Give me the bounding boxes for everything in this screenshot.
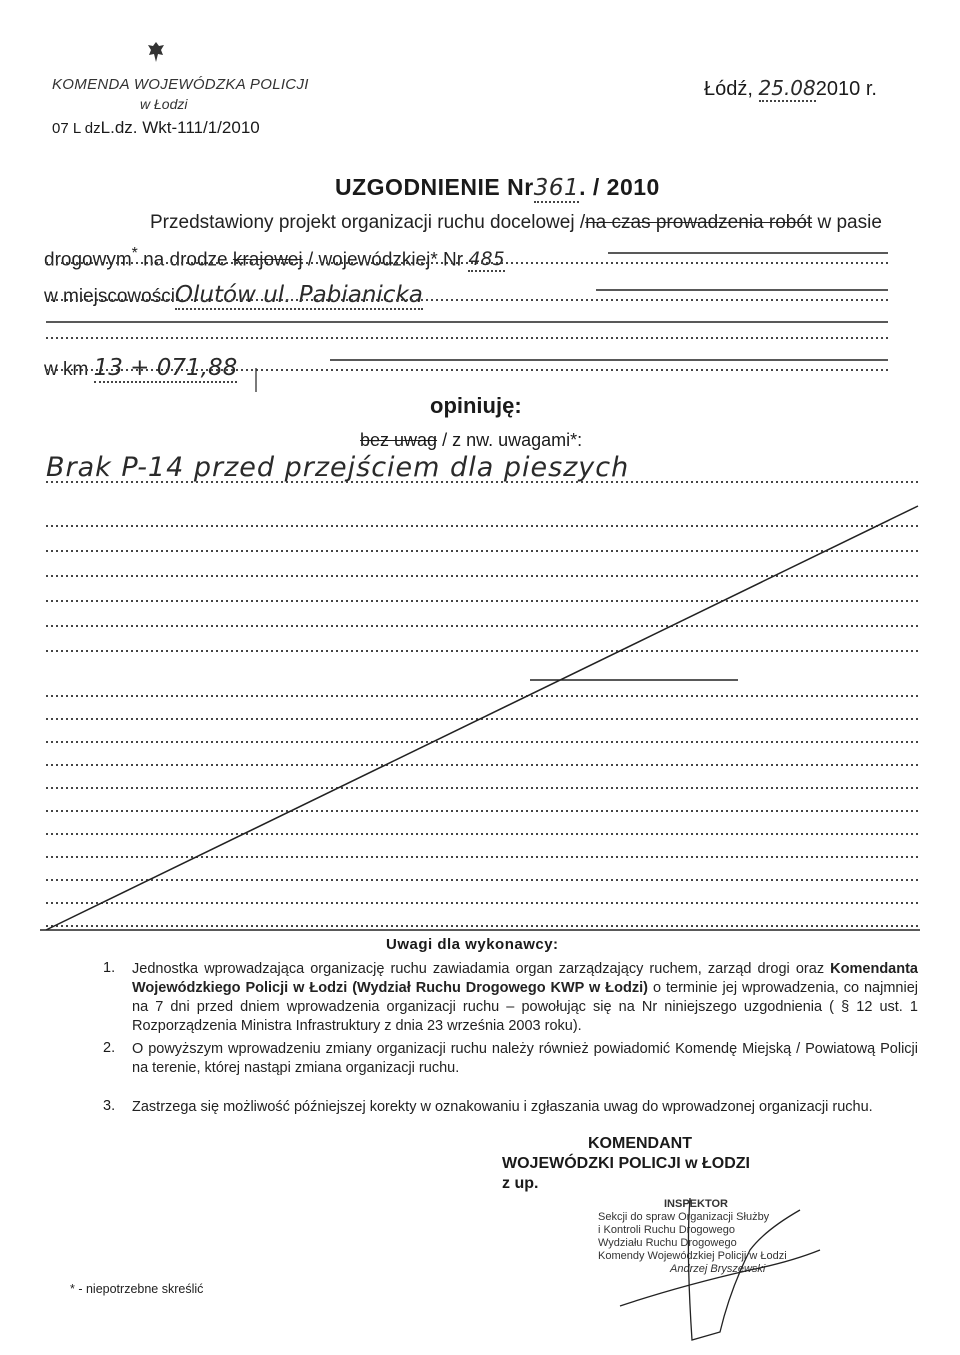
signatory-title: KOMENDANT	[588, 1135, 692, 1152]
place: Łódź,	[704, 78, 753, 100]
instruction-bold-text: Komendanta Wojewódzkiego Policji w Łodzi (Wydział Ruchu Drogowego KWP w Łodzi)	[132, 961, 918, 996]
kilometer-value: 13 + 071,88	[93, 355, 238, 381]
signatory-organization: WOJEWÓDZKI POLICJI w ŁODZI	[502, 1155, 750, 1172]
instruction-text: o terminie jej wprowadzenia, co najmniej na 7 dni przed dniem wprowadzenia organizacji ruchu – powołując się na Nr niniejszego uzgodnienia ( § 12 ust. 1 Rozporządzenia Ministra Infrastruktury z dnia 23 września 2003 roku).	[132, 980, 918, 1034]
instruction-number: 1.	[103, 960, 116, 976]
opinion-heading: opiniuję:	[430, 393, 522, 418]
date-year: 2010 r.	[815, 78, 877, 100]
stamp-line: Komendy Wojewódzkiej Policji w Łodzi	[598, 1250, 787, 1262]
locality-value: Olutów ul. Pabianicka	[174, 282, 423, 308]
title-year: / 2010	[592, 174, 660, 200]
stamp-line: INSPEKTOR	[664, 1198, 728, 1210]
signatory-proxy: z up.	[502, 1175, 539, 1192]
struck-option-no-remarks: bez uwag	[360, 430, 438, 450]
handwritten-signature	[600, 1190, 830, 1350]
instruction-text: Jednostka wprowadzająca organizację ruchu zawiadamia organ zarządzający ruchem, zarząd drogi oraz	[132, 961, 831, 977]
stamp-line: Sekcji do spraw Organizacji Służby	[598, 1211, 770, 1223]
date-handwritten: 25.08	[758, 76, 816, 100]
handwritten-remark: Brak P-14 przed przejściem dla pieszych	[46, 452, 630, 483]
footnote-mark: *	[131, 245, 138, 262]
instruction-item	[132, 960, 918, 1036]
road-number-label: / wojewódzkiej* Nr	[307, 249, 464, 271]
agreement-number: 361	[533, 175, 580, 201]
locality-label: w miejscowości	[44, 286, 175, 307]
selected-option: / z nw. uwagami*:	[442, 430, 583, 450]
stamp-line: Andrzej Bryszewski	[670, 1263, 766, 1275]
road-type-text: na drodze	[143, 249, 228, 271]
struck-option-national: krajowej	[232, 249, 303, 271]
instruction-item: O powyższym wprowadzeniu zmiany organizacji ruchu należy również powiadomić Komendę Miejską / Powiatową Policji na terenie, której nastąpi zmiana organizacji ruchu.	[132, 1041, 918, 1076]
reference-prefix: 07 L dz	[52, 120, 101, 137]
footnote: * - niepotrzebne skreślić	[70, 1282, 204, 1296]
instruction-number: 3.	[103, 1098, 116, 1114]
kilometer-label: w km	[44, 359, 89, 380]
signature-block	[502, 1134, 750, 1194]
project-text: Przedstawiony projekt organizacji ruchu docelowej /	[150, 212, 586, 233]
reference-value: L.dz. Wkt-111/1/2010	[100, 118, 260, 137]
title-label: UZGODNIENIE Nr	[335, 174, 534, 200]
stamp-line: Wydziału Ruchu Drogowego	[598, 1237, 737, 1249]
instruction-item: Zastrzega się możliwość późniejszej korekty w oznakowaniu i zgłaszania uwag do wprowadzonej organizacji ruchu.	[132, 1099, 873, 1115]
remarks-choice	[360, 430, 582, 451]
document-title: UZGODNIENIE Nr361. / 2010	[335, 174, 660, 201]
issuer-city: w Łodzi	[140, 96, 188, 112]
lane-text: w pasie	[817, 212, 882, 233]
issuer-name: KOMENDA WOJEWÓDZKA POLICJI	[52, 76, 309, 93]
instruction-number: 2.	[103, 1040, 116, 1056]
instructions-title: Uwagi dla wykonawcy:	[386, 936, 559, 953]
road-text: drogowym	[44, 249, 132, 271]
stamp-line: i Kontroli Ruchu Drogowego	[598, 1224, 735, 1236]
struck-option-temporary: na czas prowadzenia robót	[585, 212, 813, 233]
road-number: 485	[468, 248, 505, 271]
